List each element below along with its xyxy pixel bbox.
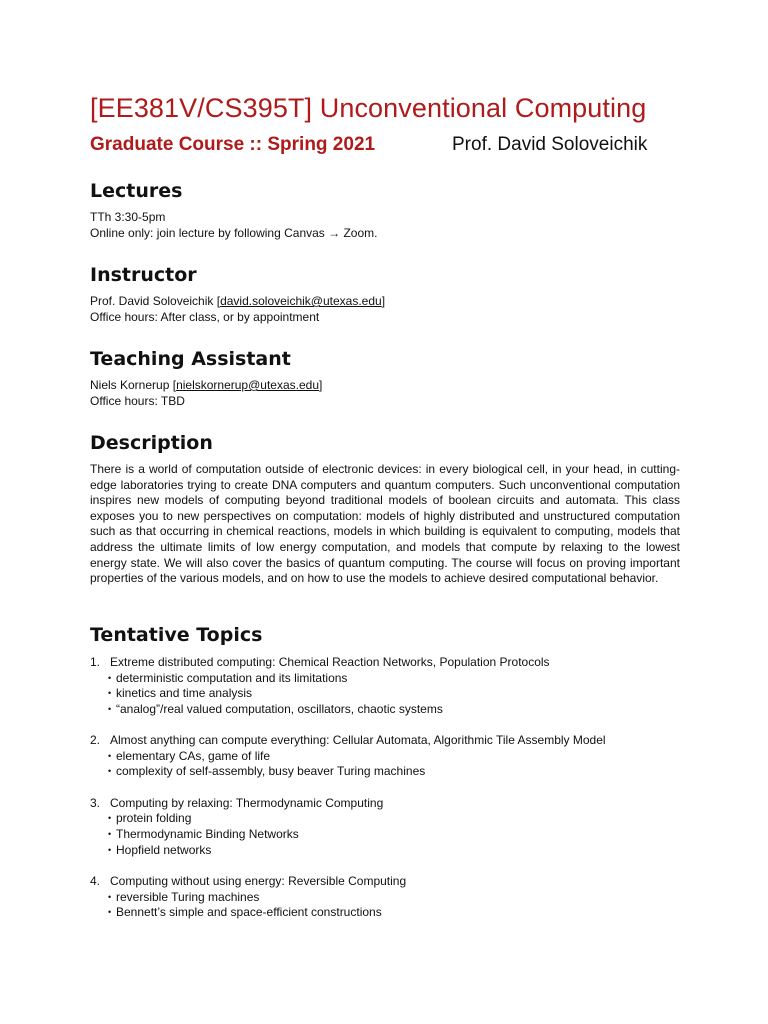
topic-title: Computing by relaxing: Thermodynamic Computing: [110, 795, 384, 810]
topic-bullet: • protein folding: [116, 811, 680, 827]
topic-bullets: [90, 749, 680, 780]
topic-bullet: • elementary CAs, game of life: [116, 749, 680, 765]
ta-contact: Niels Kornerup [nielskornerup@utexas.edu]: [90, 378, 323, 392]
topic-bullets: [90, 671, 680, 718]
topic-number: 3.: [90, 795, 101, 810]
instructor-contact: Prof. David Soloveichik [david.soloveichik@utexas.edu]: [90, 294, 386, 308]
instructor-section: [90, 264, 680, 325]
topics-list: [90, 655, 680, 921]
ta-name: Niels Kornerup: [90, 378, 173, 392]
lectures-section: [90, 180, 680, 241]
topic-item: [90, 796, 680, 858]
topic-bullets: [90, 890, 680, 921]
description-section: [90, 432, 680, 587]
topics-heading: Tentative Topics: [90, 624, 263, 646]
lecture-time: TTh 3:30-5pm: [90, 210, 166, 224]
topic-bullet: • complexity of self-assembly, busy beaver Turing machines: [116, 764, 680, 780]
topic-number: 4.: [90, 874, 101, 889]
lectures-heading: Lectures: [90, 180, 183, 202]
ta-section: [90, 348, 680, 409]
topic-title: Almost anything can compute everything: Cellular Automata, Algorithmic Tile Assembly Model: [110, 733, 606, 748]
topic-bullet: • Bennett’s simple and space-efficient constructions: [116, 905, 680, 921]
topic-number: 1.: [90, 655, 101, 669]
professor-name: Prof. David Soloveichik: [452, 134, 648, 155]
course-title: [EE381V/CS395T] Unconventional Computing: [90, 93, 647, 123]
topic-bullet: • kinetics and time analysis: [116, 686, 680, 702]
ta-office-hours: Office hours: TBD: [90, 393, 185, 408]
description-heading: Description: [90, 432, 213, 454]
instructor-office-hours: Office hours: After class, or by appointment: [90, 309, 320, 324]
instructor-heading: Instructor: [90, 264, 197, 286]
topic-item: [90, 655, 680, 717]
topic-number: 2.: [90, 733, 101, 748]
topic-bullet: • deterministic computation and its limitations: [116, 671, 680, 687]
ta-heading: Teaching Assistant: [90, 348, 291, 370]
topic-item: [90, 874, 680, 921]
topic-title: Computing without using energy: Reversible Computing: [110, 874, 407, 889]
topic-item: [90, 733, 680, 780]
topics-section: [90, 624, 680, 937]
course-subtitle: Graduate Course :: Spring 2021: [90, 134, 376, 155]
topic-bullets: [90, 811, 680, 858]
lecture-location: Online only: join lecture by following Canvas → Zoom.: [90, 225, 378, 240]
subtitle-row: [90, 134, 648, 156]
description-text: There is a world of computation outside of electronic devices: in every biological cell, in your head, in cutting-edge laboratories trying to create DNA computers and quantum computers. Such unconventional computation inspires new models of computing beyond traditional models of boolean circuits and automata. This class exposes you to new perspectives on computation: models of highly distributed and unstructured computation such as that occurring in chemical reactions, models in which building is equivalent to computing, models that address the ultimate limits of low energy computation, and models that compute by relaxing to the lowest energy state. We will also cover the basics of quantum computing. The course will focus on proving important properties of the various models, and on how to use the models to achieve desired computational behavior.: [90, 462, 680, 586]
topic-bullet: • Hopfield networks: [116, 843, 680, 859]
topic-title: Extreme distributed computing: Chemical Reaction Networks, Population Protocols: [110, 655, 550, 669]
ta-email-link[interactable]: nielskornerup@utexas.edu: [176, 378, 319, 392]
instructor-name: Prof. David Soloveichik: [90, 294, 217, 308]
instructor-email-link[interactable]: david.soloveichik@utexas.edu: [220, 294, 382, 308]
topic-bullet: • “analog”/real valued computation, oscillators, chaotic systems: [116, 702, 680, 718]
topic-bullet: • Thermodynamic Binding Networks: [116, 827, 680, 843]
topic-bullet: • reversible Turing machines: [116, 890, 680, 906]
